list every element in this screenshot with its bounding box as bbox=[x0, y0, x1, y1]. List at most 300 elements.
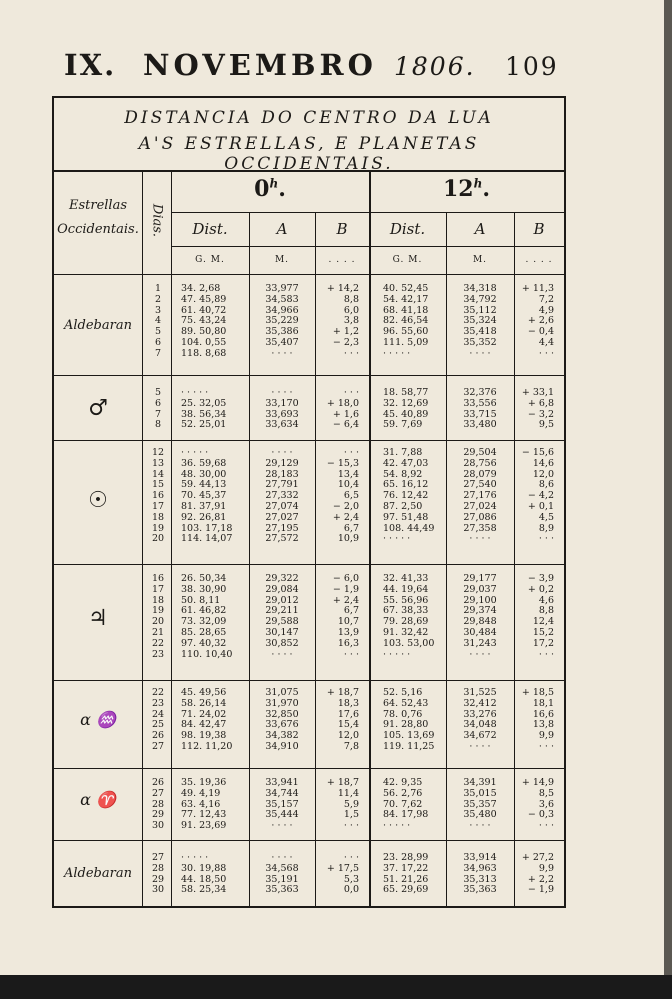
dist-0-col bbox=[175, 574, 249, 660]
days-col-header: Dias. bbox=[149, 203, 165, 238]
table-cell: 8,8 bbox=[538, 605, 554, 617]
table-cell: 27,358 bbox=[463, 522, 497, 534]
table-cell: 77. 12,43 bbox=[181, 809, 227, 821]
table-cell: 5 bbox=[154, 326, 162, 338]
table-cell: 16 bbox=[151, 573, 165, 584]
table-cell: + 18,5 bbox=[521, 687, 554, 698]
a-0-col bbox=[249, 574, 315, 660]
table-cell: 29,129 bbox=[265, 457, 299, 469]
table-cell: 27,572 bbox=[265, 533, 299, 545]
table-cell: 65. 16,12 bbox=[383, 479, 429, 491]
table-cell: 14 bbox=[151, 468, 165, 480]
rule-under-title bbox=[54, 170, 564, 172]
table-cell: 10,7 bbox=[337, 616, 359, 628]
table-cell: 59. 44,13 bbox=[181, 479, 227, 491]
hour-12-header bbox=[369, 176, 564, 202]
table-cell: · · · · · bbox=[181, 852, 209, 863]
table-cell: + 0,2 bbox=[527, 583, 554, 595]
table-cell: · · · bbox=[538, 648, 554, 660]
year: 1806. bbox=[394, 52, 476, 81]
table-cell: 16,3 bbox=[337, 637, 359, 649]
table-cell: 15 bbox=[151, 479, 165, 491]
table-cell: 7 bbox=[154, 347, 162, 359]
table-cell: 29 bbox=[151, 873, 165, 885]
table-cell: 26. 50,34 bbox=[181, 573, 227, 584]
table-cell: 7,8 bbox=[343, 740, 359, 752]
days-col bbox=[145, 388, 171, 431]
table-cell: · · · · bbox=[469, 347, 491, 359]
table-cell: · · · bbox=[343, 387, 359, 398]
table-cell: 6,7 bbox=[343, 605, 359, 617]
hour-0-value: 0 bbox=[254, 176, 270, 202]
table-cell: 33,276 bbox=[463, 708, 497, 720]
table-cell: · · · bbox=[343, 447, 359, 458]
table-cell: − 2,0 bbox=[332, 500, 359, 512]
hour-12-period: . bbox=[482, 176, 491, 202]
units-a-0: M. bbox=[274, 255, 290, 265]
table-cell: 23. 28,99 bbox=[383, 852, 429, 863]
table-cell: 6,5 bbox=[343, 490, 359, 502]
table-cell: 0,0 bbox=[343, 884, 359, 896]
table-cell: + 2,2 bbox=[527, 873, 554, 885]
table-cell: 52. 25,01 bbox=[181, 419, 227, 431]
table-cell: 97. 40,32 bbox=[181, 637, 227, 649]
table-cell: 18 bbox=[151, 594, 165, 606]
table-cell: 108. 44,49 bbox=[383, 522, 435, 534]
units-a-12: M. bbox=[472, 255, 488, 265]
table-cell: 3 bbox=[154, 304, 162, 316]
hour-0-suffix: h bbox=[269, 176, 279, 191]
star-col-header-line1: Estrellas bbox=[68, 198, 128, 213]
table-cell: 65. 29,69 bbox=[383, 884, 429, 896]
a-0-col bbox=[249, 853, 315, 896]
jupiter-icon: ♃ bbox=[88, 606, 108, 631]
b-12-col bbox=[514, 448, 564, 545]
table-cell: 18,1 bbox=[532, 697, 554, 709]
table-cell: 89. 50,80 bbox=[181, 326, 227, 338]
table-cell: 35,112 bbox=[463, 304, 497, 316]
table-cell: · · · · bbox=[271, 447, 293, 458]
b-12-col bbox=[514, 388, 564, 431]
table-cell: 7,2 bbox=[538, 293, 554, 305]
table-cell: 18,3 bbox=[337, 697, 359, 709]
table-cell: 44. 18,50 bbox=[181, 873, 227, 885]
page-header bbox=[0, 48, 664, 88]
hour-0-header bbox=[171, 176, 369, 202]
rule-days-col bbox=[171, 172, 172, 908]
table-cell: 49. 4,19 bbox=[181, 787, 221, 799]
table-cell: 31,970 bbox=[265, 697, 299, 709]
table-cell: 35,363 bbox=[463, 884, 497, 896]
table-cell: 4,4 bbox=[538, 336, 554, 348]
table-cell: 96. 55,60 bbox=[383, 326, 429, 338]
table-cell: 114. 14,07 bbox=[181, 533, 233, 545]
b-12-col bbox=[514, 853, 564, 896]
group-rule-5 bbox=[54, 768, 564, 769]
table-cell: + 2,4 bbox=[332, 511, 359, 523]
table-cell: − 15,6 bbox=[521, 447, 554, 458]
table-cell: 84. 42,47 bbox=[181, 719, 227, 731]
table-cell: 34,792 bbox=[463, 293, 497, 305]
hour-0-period: . bbox=[278, 176, 286, 202]
table-cell: 54. 8,92 bbox=[383, 468, 423, 480]
table-cell: 34,391 bbox=[463, 777, 497, 788]
table-cell: 28,756 bbox=[463, 457, 497, 469]
mars-icon: ♂ bbox=[88, 396, 108, 421]
table-cell: 35,386 bbox=[265, 326, 299, 338]
dist-0-col bbox=[175, 853, 249, 896]
hour-12-suffix: h bbox=[473, 176, 483, 191]
table-cell: 82. 46,54 bbox=[383, 315, 429, 327]
table-cell: 32,850 bbox=[265, 708, 299, 720]
table-cell: + 14,2 bbox=[326, 283, 359, 294]
table-cell: + 1,6 bbox=[332, 408, 359, 420]
dist-0-col bbox=[175, 778, 249, 832]
days-col bbox=[145, 853, 171, 896]
table-cell: 22 bbox=[151, 637, 165, 649]
table-cell: 45. 49,56 bbox=[181, 687, 227, 698]
table-cell: 35,444 bbox=[265, 809, 299, 821]
table-cell: 19 bbox=[151, 522, 165, 534]
rule-star-col bbox=[142, 172, 143, 908]
table-cell: · · · · bbox=[469, 740, 491, 752]
chapter-number: IX. bbox=[64, 48, 117, 82]
table-cell: 58. 26,14 bbox=[181, 697, 227, 709]
table-cell: · · · bbox=[538, 740, 554, 752]
table-cell: 23 bbox=[151, 648, 165, 660]
table-cell: 34,318 bbox=[463, 283, 497, 294]
table-cell: 5,9 bbox=[343, 798, 359, 810]
table-cell: 6,7 bbox=[343, 522, 359, 534]
table-cell: 17,6 bbox=[337, 708, 359, 720]
days-col bbox=[145, 574, 171, 660]
table-cell: 87. 2,50 bbox=[383, 500, 423, 512]
table-cell: · · · · bbox=[271, 387, 293, 398]
table-cell: · · · bbox=[538, 347, 554, 359]
a-12-col bbox=[446, 574, 514, 660]
table-cell: 34. 2,68 bbox=[181, 283, 221, 294]
table-cell: + 17,5 bbox=[326, 862, 359, 874]
table-cell: 92. 26,81 bbox=[181, 511, 227, 523]
dist-12-col bbox=[369, 688, 446, 753]
table-cell: + 2,4 bbox=[332, 594, 359, 606]
table-cell: 33,634 bbox=[265, 419, 299, 431]
table-cell: 27,332 bbox=[265, 490, 299, 502]
b-0-header: B bbox=[336, 220, 348, 238]
table-cell: 58. 25,34 bbox=[181, 884, 227, 896]
table-cell: 27 bbox=[151, 787, 165, 799]
table-cell: · · · bbox=[538, 820, 554, 832]
table-cell: 4,6 bbox=[538, 594, 554, 606]
table-cell: 75. 43,24 bbox=[181, 315, 227, 327]
page-bottom-shadow bbox=[0, 975, 672, 999]
table-cell: 21 bbox=[151, 626, 165, 638]
table-cell: 28 bbox=[151, 862, 165, 874]
table-cell: 13,4 bbox=[337, 468, 359, 480]
table-cell: 34,966 bbox=[265, 304, 299, 316]
table-cell: 91. 28,80 bbox=[383, 719, 429, 731]
table-cell: 56. 2,76 bbox=[383, 787, 423, 799]
table-cell: 35,015 bbox=[463, 787, 497, 799]
a-12-col bbox=[446, 388, 514, 431]
b-0-col bbox=[315, 778, 369, 832]
group-rule-1 bbox=[54, 375, 564, 376]
table-cell: 98. 19,38 bbox=[181, 730, 227, 742]
table-cell: − 1,9 bbox=[527, 884, 554, 896]
table-cell: 33,693 bbox=[265, 408, 299, 420]
table-cell: 15,4 bbox=[337, 719, 359, 731]
table-cell: 35,357 bbox=[463, 798, 497, 810]
table-cell: 73. 32,09 bbox=[181, 616, 227, 628]
table-cell: 33,977 bbox=[265, 283, 299, 294]
dist-12-col bbox=[369, 284, 446, 360]
table-cell: 30 bbox=[151, 884, 165, 896]
table-cell: + 18,7 bbox=[326, 687, 359, 698]
b-0-col bbox=[315, 284, 369, 360]
a-0-col bbox=[249, 388, 315, 431]
table-cell: · · · · · bbox=[181, 447, 209, 458]
table-cell: 12,4 bbox=[532, 616, 554, 628]
table-cell: 33,914 bbox=[463, 852, 497, 863]
table-cell: 33,556 bbox=[463, 397, 497, 409]
table-cell: 31,075 bbox=[265, 687, 299, 698]
b-0-col bbox=[315, 853, 369, 896]
table-cell: 51. 21,26 bbox=[383, 873, 429, 885]
table-cell: 29,037 bbox=[463, 583, 497, 595]
table-cell: 4 bbox=[154, 315, 162, 327]
table-cell: 29,177 bbox=[463, 573, 497, 584]
table-cell: · · · bbox=[343, 648, 359, 660]
table-cell: 15,2 bbox=[532, 626, 554, 638]
table-cell: − 1,9 bbox=[332, 583, 359, 595]
table-cell: · · · · · bbox=[383, 648, 411, 660]
table-cell: · · · · bbox=[271, 852, 293, 863]
table-cell: 35,352 bbox=[463, 336, 497, 348]
alpha-aries-icon: α ♈ bbox=[80, 790, 116, 809]
table-cell: 34,672 bbox=[463, 730, 497, 742]
table-cell: 33,715 bbox=[463, 408, 497, 420]
group-rule-6 bbox=[54, 840, 564, 841]
table-cell: 47. 45,89 bbox=[181, 293, 227, 305]
days-col bbox=[145, 448, 171, 545]
star-label: Aldebaran bbox=[64, 866, 132, 881]
table-cell: 29,374 bbox=[463, 605, 497, 617]
table-cell: 103. 17,18 bbox=[181, 522, 233, 534]
table-cell: 63. 4,16 bbox=[181, 798, 221, 810]
table-cell: 33,480 bbox=[463, 419, 497, 431]
table-cell: 64. 52,43 bbox=[383, 697, 429, 709]
table-cell: · · · · bbox=[271, 347, 293, 359]
alpha-aquarius-icon: α ♒ bbox=[80, 710, 116, 729]
group-rule-3 bbox=[54, 564, 564, 565]
table-cell: − 0,3 bbox=[527, 809, 554, 821]
table-cell: 59. 7,69 bbox=[383, 419, 423, 431]
table-cell: 24 bbox=[151, 708, 165, 720]
table-cell: · · · · bbox=[271, 648, 293, 660]
table-cell: 10,9 bbox=[337, 533, 359, 545]
table-cell: 33,170 bbox=[265, 397, 299, 409]
page-number: 109 bbox=[505, 52, 559, 81]
table-cell: 34,910 bbox=[265, 740, 299, 752]
b-12-col bbox=[514, 688, 564, 753]
table-cell: 31,525 bbox=[463, 687, 497, 698]
table-cell: 12,0 bbox=[532, 468, 554, 480]
table-cell: · · · bbox=[343, 852, 359, 863]
table-cell: 110. 10,40 bbox=[181, 648, 233, 660]
table-cell: 7 bbox=[154, 408, 162, 420]
table-cell: 20 bbox=[151, 533, 165, 545]
table-cell: 35,157 bbox=[265, 798, 299, 810]
table-cell: 27,195 bbox=[265, 522, 299, 534]
table-cell: 78. 0,76 bbox=[383, 708, 423, 720]
table-cell: 27 bbox=[151, 740, 165, 752]
dist-12-col bbox=[369, 388, 446, 431]
table-cell: 8,5 bbox=[538, 787, 554, 799]
table-cell: 91. 23,69 bbox=[181, 820, 227, 832]
table-cell: 50. 8,11 bbox=[181, 594, 221, 606]
table-cell: 91. 32,42 bbox=[383, 626, 429, 638]
table-cell: 27,540 bbox=[463, 479, 497, 491]
table-cell: · · · · bbox=[271, 820, 293, 832]
table-cell: + 0,1 bbox=[527, 500, 554, 512]
b-0-col bbox=[315, 448, 369, 545]
table-cell: 22 bbox=[151, 687, 165, 698]
table-cell: 6 bbox=[154, 397, 162, 409]
table-cell: 6 bbox=[154, 336, 162, 348]
table-cell: 27,024 bbox=[463, 500, 497, 512]
table-cell: 28,079 bbox=[463, 468, 497, 480]
b-12-col bbox=[514, 778, 564, 832]
table-cell: 55. 56,96 bbox=[383, 594, 429, 606]
table-cell: · · · · bbox=[469, 533, 491, 545]
table-cell: 32,412 bbox=[463, 697, 497, 709]
table-cell: + 18,7 bbox=[326, 777, 359, 788]
table-cell: 35,480 bbox=[463, 809, 497, 821]
table-cell: + 14,9 bbox=[521, 777, 554, 788]
sun-icon: ☉ bbox=[88, 488, 108, 513]
table-title-line2: A'S ESTRELLAS, E PLANETAS OCCIDENTAIS. bbox=[138, 134, 480, 174]
table-cell: 4,9 bbox=[538, 304, 554, 316]
table-cell: + 18,0 bbox=[326, 397, 359, 409]
table-cell: 34,382 bbox=[265, 730, 299, 742]
table-cell: 118. 8,68 bbox=[181, 347, 227, 359]
b-0-col bbox=[315, 388, 369, 431]
table-cell: 85. 28,65 bbox=[181, 626, 227, 638]
table-cell: · · · bbox=[538, 533, 554, 545]
dist-12-col bbox=[369, 448, 446, 545]
table-cell: 32,376 bbox=[463, 387, 497, 398]
table-cell: · · · bbox=[343, 347, 359, 359]
star-label: Aldebaran bbox=[64, 318, 132, 333]
dist-0-col bbox=[175, 688, 249, 753]
table-cell: − 2,3 bbox=[332, 336, 359, 348]
table-cell: 34,048 bbox=[463, 719, 497, 731]
a-0-col bbox=[249, 448, 315, 545]
hour-12-value: 12 bbox=[442, 176, 474, 202]
table-cell: 26 bbox=[151, 777, 165, 788]
b-0-col bbox=[315, 574, 369, 660]
month-title: NOVEMBRO bbox=[143, 48, 377, 82]
units-dist-12: G. M. bbox=[392, 255, 423, 265]
table-cell: − 3,9 bbox=[527, 573, 554, 584]
table-cell: 35,418 bbox=[463, 326, 497, 338]
table-cell: 17 bbox=[151, 583, 165, 595]
table-cell: 33,676 bbox=[265, 719, 299, 731]
a-12-col bbox=[446, 853, 514, 896]
table-cell: 27,074 bbox=[265, 500, 299, 512]
page-edge bbox=[664, 0, 672, 999]
a-12-col bbox=[446, 688, 514, 753]
table-cell: 70. 45,37 bbox=[181, 490, 227, 502]
table-cell: 13,9 bbox=[337, 626, 359, 638]
table-cell: 29,100 bbox=[463, 594, 497, 606]
table-cell: 8 bbox=[154, 419, 162, 431]
table-cell: 12,0 bbox=[337, 730, 359, 742]
units-b-0: . . . . bbox=[328, 255, 356, 265]
dist-0-header: Dist. bbox=[192, 220, 228, 238]
table-cell: 35. 19,36 bbox=[181, 777, 227, 788]
table-cell: 5 bbox=[154, 387, 162, 398]
table-cell: 104. 0,55 bbox=[181, 336, 227, 348]
table-cell: 9,9 bbox=[538, 730, 554, 742]
table-cell: 33,941 bbox=[265, 777, 299, 788]
table-cell: 34,963 bbox=[463, 862, 497, 874]
table-cell: 27,176 bbox=[463, 490, 497, 502]
group-rule-4 bbox=[54, 680, 564, 681]
table-cell: 34,744 bbox=[265, 787, 299, 799]
table-cell: 111. 5,09 bbox=[383, 336, 429, 348]
a-12-col bbox=[446, 778, 514, 832]
table-cell: − 0,4 bbox=[527, 326, 554, 338]
table-cell: 28 bbox=[151, 798, 165, 810]
table-cell: 16,6 bbox=[532, 708, 554, 720]
group-rule-2 bbox=[54, 440, 564, 441]
table-cell: 48. 30,00 bbox=[181, 468, 227, 480]
table-cell: 29,012 bbox=[265, 594, 299, 606]
table-cell: 10,4 bbox=[337, 479, 359, 491]
table-cell: 44. 19,64 bbox=[383, 583, 429, 595]
table-cell: 29,504 bbox=[463, 447, 497, 458]
table-cell: 4,5 bbox=[538, 511, 554, 523]
table-cell: 18 bbox=[151, 511, 165, 523]
table-cell: · · · · bbox=[469, 648, 491, 660]
b-12-col bbox=[514, 574, 564, 660]
table-cell: 32. 12,69 bbox=[383, 397, 429, 409]
b-12-col bbox=[514, 284, 564, 360]
table-cell: 76. 12,42 bbox=[383, 490, 429, 502]
days-col bbox=[145, 284, 171, 360]
table-cell: 112. 11,20 bbox=[181, 740, 233, 752]
table-cell: 30,852 bbox=[265, 637, 299, 649]
table-cell: 29,322 bbox=[265, 573, 299, 584]
table-cell: · · · · · bbox=[383, 533, 411, 545]
table-title-line1: DISTANCIA DO CENTRO DA LUA bbox=[124, 108, 494, 128]
table-cell: 29,588 bbox=[265, 616, 299, 628]
table-cell: 31,243 bbox=[463, 637, 497, 649]
table-cell: 9,5 bbox=[538, 419, 554, 431]
table-cell: 30. 19,88 bbox=[181, 862, 227, 874]
table-cell: 29 bbox=[151, 809, 165, 821]
table-cell: 29,848 bbox=[463, 616, 497, 628]
table-cell: 29,211 bbox=[265, 605, 299, 617]
table-cell: + 6,8 bbox=[527, 397, 554, 409]
days-col bbox=[145, 688, 171, 753]
table-cell: 34,583 bbox=[265, 293, 299, 305]
table-cell: 105. 13,69 bbox=[383, 730, 435, 742]
table-cell: 27,027 bbox=[265, 511, 299, 523]
table-cell: 84. 17,98 bbox=[383, 809, 429, 821]
table-cell: 17,2 bbox=[532, 637, 554, 649]
